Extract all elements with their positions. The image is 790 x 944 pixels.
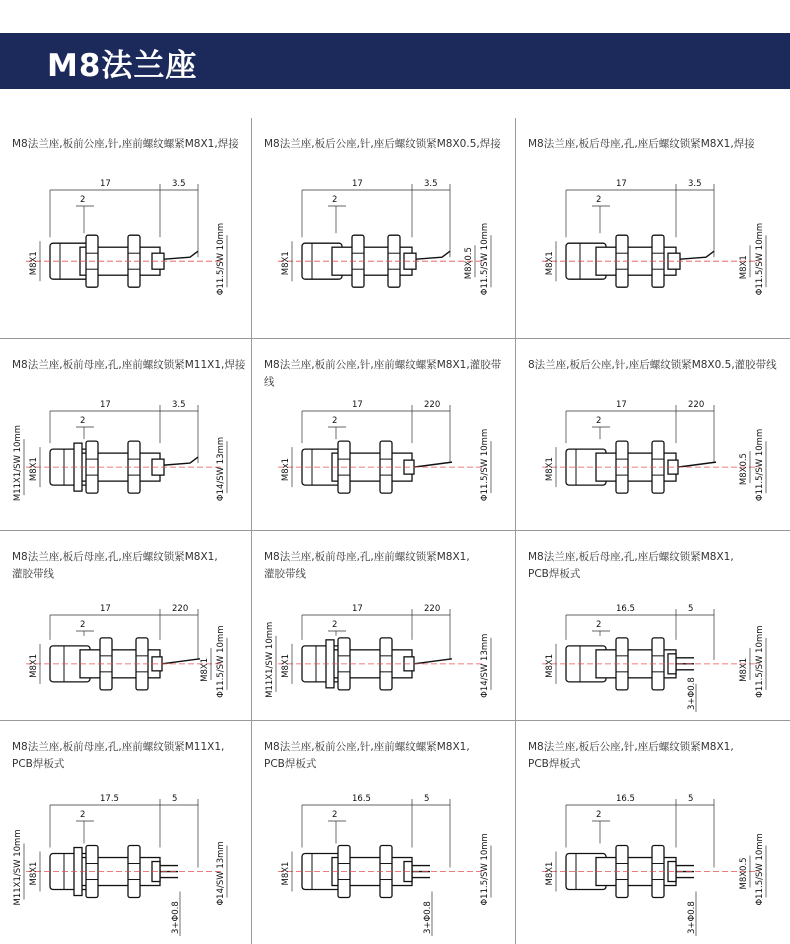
connector-drawing <box>252 339 515 530</box>
connector-drawing <box>516 339 790 530</box>
product-cell-7 <box>0 531 251 720</box>
step-dimension: 2 <box>332 810 338 820</box>
nut-size-label: Φ14/SW 13mm <box>216 436 226 502</box>
rear-thread-label: M8X1 <box>739 255 749 280</box>
nut-size-label: Φ11.5/SW 10mm <box>480 833 490 906</box>
length-dimension: 16.5 <box>616 794 635 804</box>
product-grid <box>0 118 790 944</box>
nut-size-label: Φ11.5/SW 10mm <box>755 625 765 698</box>
thread-size-label: M8X1 <box>545 653 555 678</box>
length-dimension: 17 <box>352 179 363 189</box>
thread-size-label: M8X1 <box>29 861 39 886</box>
product-caption: M8法兰座,板后母座,孔,座后螺纹锁紧M8X1,焊接 <box>528 138 755 150</box>
nut-size-label: Φ11.5/SW 10mm <box>755 833 765 906</box>
nut-size-label: Φ11.5/SW 10mm <box>755 428 765 502</box>
length-dimension: 17 <box>352 604 363 614</box>
product-caption: M8法兰座,板前母座,孔,座前螺纹锁紧M11X1,焊接 <box>12 359 246 371</box>
thread-size-label: M8X1 <box>281 861 291 886</box>
connector-drawing <box>252 118 515 338</box>
step-dimension: 2 <box>80 416 86 426</box>
product-caption: M8法兰座,板后公座,针,座后螺纹锁紧M8X1, PCB焊板式 <box>528 741 734 770</box>
nut-size-label: Φ11.5/SW 10mm <box>216 222 226 296</box>
rear-thread-label: M8X1 <box>739 657 749 682</box>
product-cell-11 <box>252 721 515 944</box>
product-cell-10 <box>0 721 251 944</box>
nut-size-label: Φ11.5/SW 10mm <box>480 222 490 296</box>
thread-size-label: M8X1 <box>281 653 291 678</box>
tail-dimension: 3.5 <box>688 179 702 189</box>
rear-thread-label: M8X1 <box>200 657 210 682</box>
product-cell-6 <box>516 339 790 530</box>
length-dimension: 16.5 <box>616 604 635 614</box>
title-banner <box>0 33 790 89</box>
product-cell-1 <box>0 118 251 338</box>
thread-size-label: M8X1 <box>545 251 555 276</box>
length-dimension: 17 <box>616 400 627 410</box>
solder-cup <box>680 251 714 259</box>
nut-size-label: Φ11.5/SW 10mm <box>755 222 765 296</box>
product-cell-3 <box>516 118 790 338</box>
tail-dimension: 3.5 <box>172 400 186 410</box>
product-caption: M8法兰座,板前母座,孔,座前螺纹锁紧M11X1, PCB焊板式 <box>12 741 225 770</box>
step-dimension: 2 <box>596 620 602 630</box>
length-dimension: 17.5 <box>100 794 119 804</box>
tail-dimension: 3.5 <box>172 179 186 189</box>
pin-count-dimension: 3+Φ0.8 <box>687 677 697 710</box>
step-dimension: 2 <box>332 416 338 426</box>
solder-cup <box>164 251 198 259</box>
product-cell-12 <box>516 721 790 944</box>
cable-lead <box>162 659 200 664</box>
solder-cup <box>164 457 198 465</box>
thread-size-label: M8X1 <box>29 653 39 678</box>
connector-drawing <box>516 721 790 944</box>
tail-dimension: 220 <box>424 400 441 410</box>
thread-size-label: M8X1 <box>545 861 555 886</box>
cable-lead <box>414 659 452 664</box>
pin-count-dimension: 3+Φ0.8 <box>171 901 181 934</box>
product-caption: M8法兰座,板前母座,孔,座前螺纹锁紧M8X1, 灌胶带线 <box>264 551 470 580</box>
tail-dimension: 5 <box>688 794 694 804</box>
outer-thread-label: M11X1/SW 10mm <box>13 424 23 502</box>
connector-drawing <box>0 531 251 720</box>
product-cell-2 <box>252 118 515 338</box>
connector-drawing <box>252 531 515 720</box>
step-dimension: 2 <box>596 195 602 205</box>
product-caption: M8法兰座,板后母座,孔,座后螺纹锁紧M8X1, PCB焊板式 <box>528 551 734 580</box>
length-dimension: 17 <box>616 179 627 189</box>
step-dimension: 2 <box>80 810 86 820</box>
length-dimension: 17 <box>100 400 111 410</box>
tail-dimension: 220 <box>688 400 705 410</box>
connector-drawing <box>516 531 790 720</box>
product-cell-5 <box>252 339 515 530</box>
step-dimension: 2 <box>596 810 602 820</box>
thread-size-label: M8X1 <box>545 457 555 482</box>
rear-thread-label: M8X0.5 <box>464 247 474 280</box>
connector-drawing <box>516 118 790 338</box>
pin-count-dimension: 3+Φ0.8 <box>423 901 433 934</box>
product-caption: 8法兰座,板后公座,针,座后螺纹锁紧M8X0.5,灌胶带线 <box>528 359 777 371</box>
nut-size-label: Φ11.5/SW 10mm <box>480 428 490 502</box>
step-dimension: 2 <box>596 416 602 426</box>
connector-drawing <box>0 118 251 338</box>
nut-size-label: Φ14/SW 13mm <box>216 841 226 906</box>
thread-size-label: M8x1 <box>281 457 291 482</box>
length-dimension: 17 <box>100 179 111 189</box>
connector-drawing <box>0 721 251 944</box>
length-dimension: 16.5 <box>352 794 371 804</box>
nut-size-label: Φ11.5/SW 10mm <box>216 625 226 698</box>
product-caption: M8法兰座,板前公座,针,座前螺纹螺紧M8X1,灌胶带线 <box>264 359 502 388</box>
product-cell-4 <box>0 339 251 530</box>
connector-drawing <box>252 721 515 944</box>
tail-dimension: 3.5 <box>424 179 438 189</box>
rear-thread-label: M8X0.5 <box>739 453 749 486</box>
step-dimension: 2 <box>332 195 338 205</box>
step-dimension: 2 <box>332 620 338 630</box>
pin-count-dimension: 3+Φ0.8 <box>687 901 697 934</box>
thread-size-label: M8X1 <box>29 251 39 276</box>
nut-size-label: Φ14/SW 13mm <box>480 633 490 698</box>
tail-dimension: 220 <box>172 604 189 614</box>
tail-dimension: 220 <box>424 604 441 614</box>
product-cell-8 <box>252 531 515 720</box>
product-caption: M8法兰座,板前公座,针,座前螺纹螺紧M8X1,焊接 <box>12 138 239 150</box>
tail-dimension: 5 <box>172 794 178 804</box>
thread-size-label: M8X1 <box>29 457 39 482</box>
rear-thread-label: M8X0.5 <box>739 857 749 890</box>
product-cell-9 <box>516 531 790 720</box>
connector-drawing <box>0 339 251 530</box>
cable-lead <box>678 462 716 467</box>
solder-cup <box>416 251 450 259</box>
page-title: M8法兰座 <box>47 48 198 84</box>
product-caption: M8法兰座,板前公座,针,座前螺纹螺紧M8X1, PCB焊板式 <box>264 741 470 770</box>
cable-lead <box>414 462 452 467</box>
step-dimension: 2 <box>80 195 86 205</box>
length-dimension: 17 <box>100 604 111 614</box>
product-caption: M8法兰座,板后母座,孔,座后螺纹锁紧M8X1, 灌胶带线 <box>12 551 218 580</box>
outer-thread-label: M11X1/SW 10mm <box>13 829 23 906</box>
product-caption: M8法兰座,板后公座,针,座后螺纹锁紧M8X0.5,焊接 <box>264 138 501 150</box>
outer-thread-label: M11X1/SW 10mm <box>265 621 275 698</box>
thread-size-label: M8X1 <box>281 251 291 276</box>
tail-dimension: 5 <box>424 794 430 804</box>
length-dimension: 17 <box>352 400 363 410</box>
tail-dimension: 5 <box>688 604 694 614</box>
step-dimension: 2 <box>80 620 86 630</box>
